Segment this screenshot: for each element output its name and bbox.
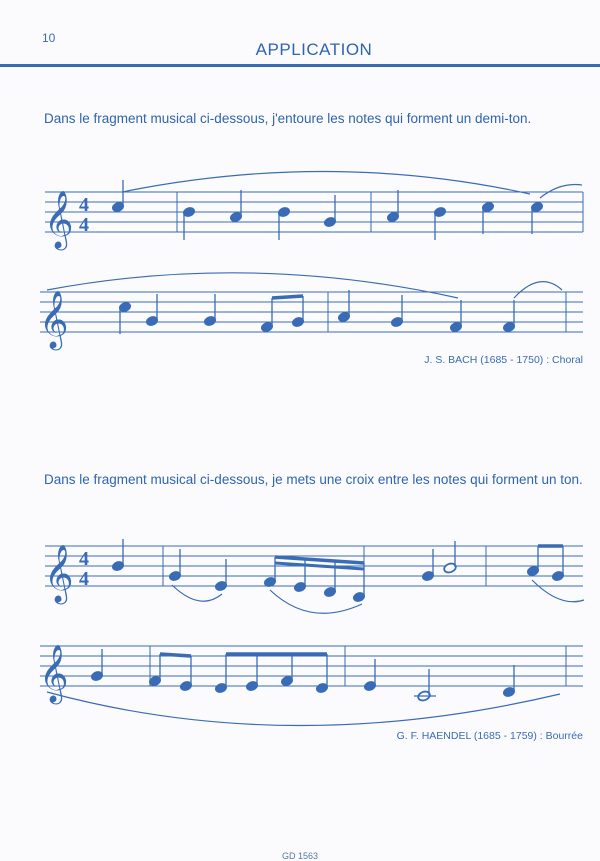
- exercise1-instruction: Dans le fragment musical ci-dessous, j'entoure les notes qui forment un demi-ton.: [44, 111, 532, 126]
- time-signature-bottom: 4: [79, 568, 89, 590]
- melody-line-4: [90, 649, 515, 702]
- slur: [172, 585, 222, 601]
- beam: [160, 654, 191, 656]
- slur: [47, 692, 560, 726]
- treble-clef-icon: 𝄞: [44, 190, 74, 248]
- exercise1-credit: J. S. BACH (1685 - 1750) : Choral: [424, 354, 583, 366]
- page-number: 10: [42, 31, 56, 45]
- slur: [532, 580, 584, 602]
- beam: [272, 296, 303, 298]
- treble-clef-icon: 𝄞: [39, 644, 69, 702]
- exercise2-credit: G. F. HAENDEL (1685 - 1759) : Bourrée: [396, 730, 583, 742]
- slur: [270, 590, 362, 613]
- beam: [275, 557, 364, 563]
- melody-line-3: [111, 539, 564, 603]
- slur: [122, 171, 530, 194]
- page-footer: GD 1563: [281, 851, 319, 861]
- slur: [540, 185, 582, 198]
- time-signature-top: 4: [79, 548, 89, 570]
- staff-4: [40, 646, 583, 686]
- staff-2: [40, 292, 583, 332]
- exercise2-instruction: Dans le fragment musical ci-dessous, je mets une croix entre les notes qui forment un ton.: [44, 472, 583, 487]
- page-title-text: APPLICATION: [255, 40, 373, 59]
- treble-clef-icon: 𝄞: [39, 290, 69, 348]
- treble-clef-icon: 𝄞: [44, 544, 74, 602]
- slur: [514, 282, 562, 298]
- time-signature-bottom: 4: [79, 214, 89, 236]
- melody-line-1: [111, 180, 543, 240]
- staff-1: [45, 192, 583, 232]
- time-signature-top: 4: [79, 194, 89, 216]
- slur: [47, 273, 458, 298]
